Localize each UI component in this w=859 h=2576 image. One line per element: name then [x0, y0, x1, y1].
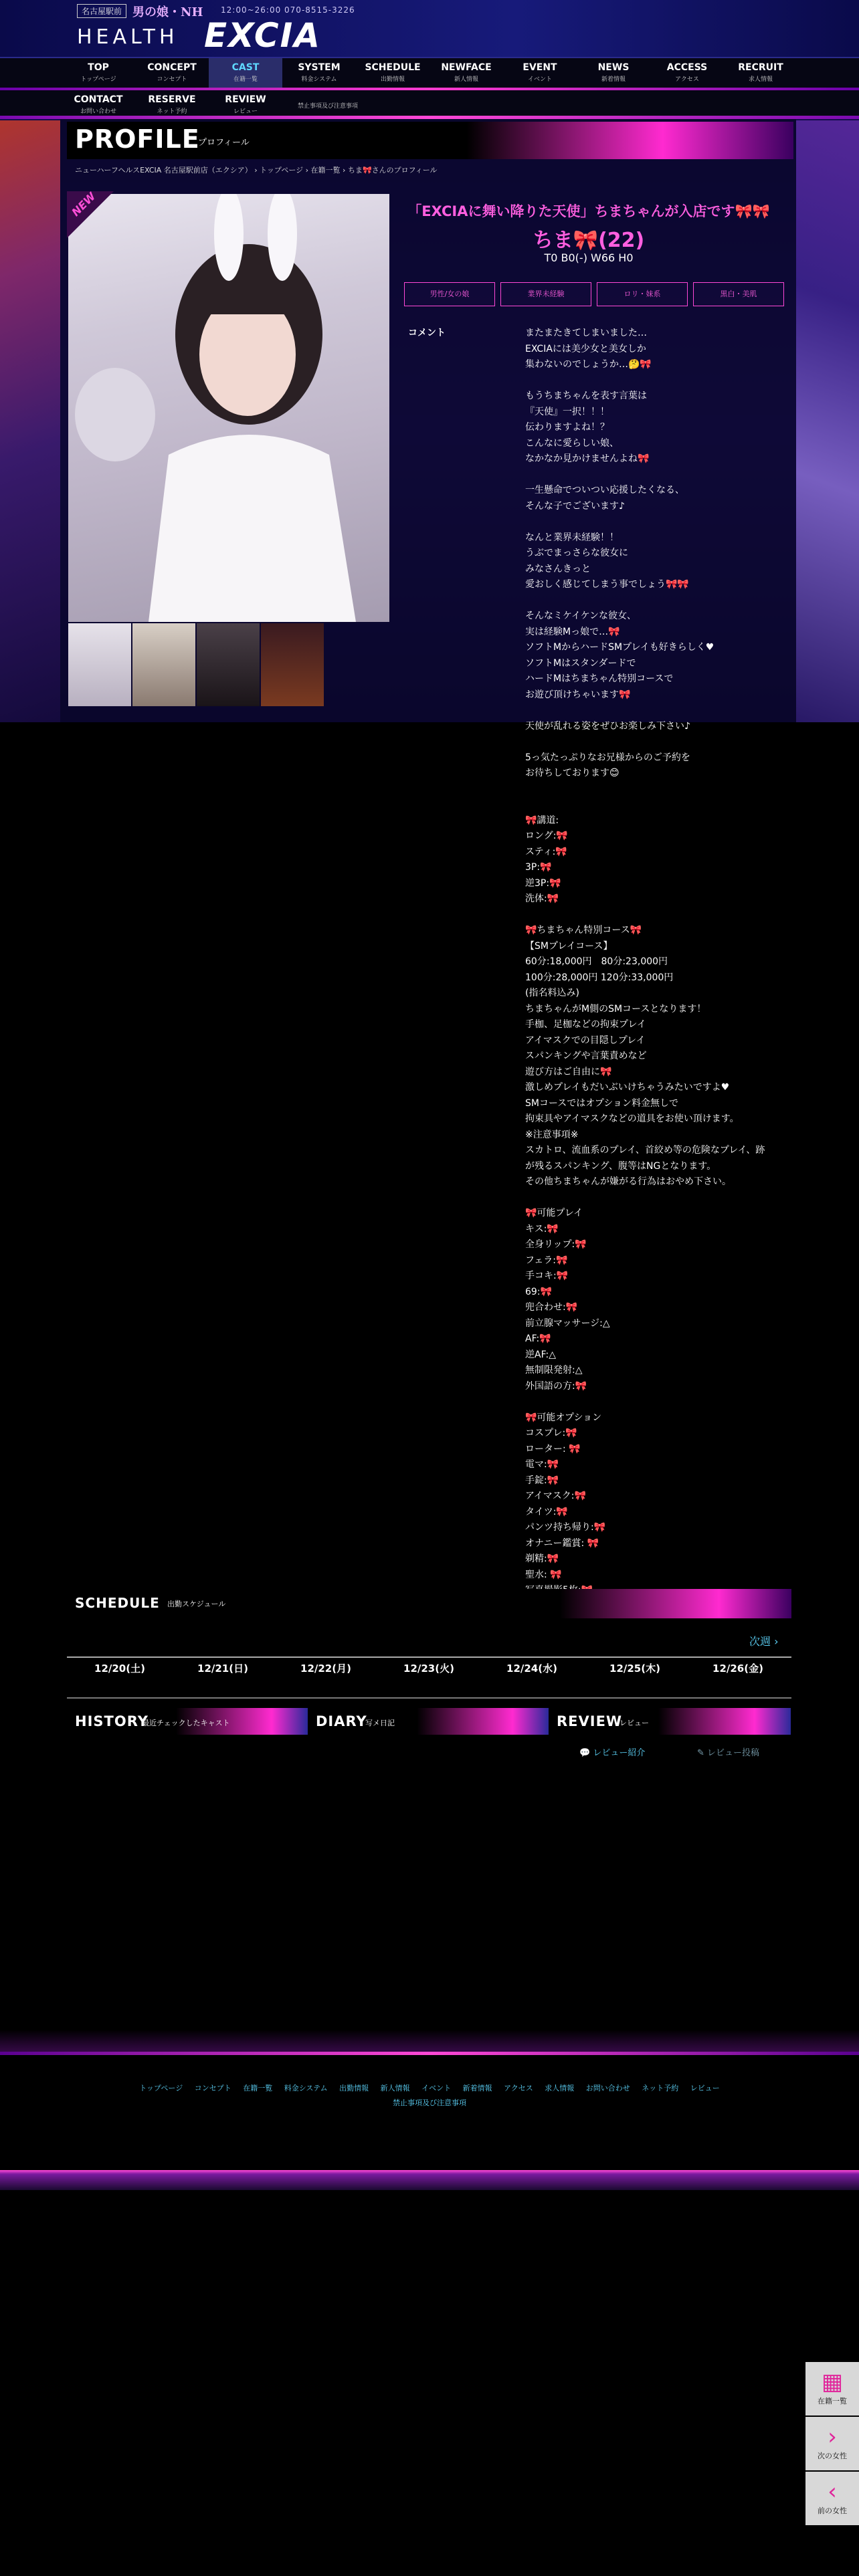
footer-link-contact[interactable]: お問い合わせ [585, 2084, 630, 2092]
cast-tag-1[interactable]: 男性/女の娘 [404, 282, 495, 306]
footer-link-rules[interactable]: 禁止事項及び注意事項 [393, 2099, 466, 2107]
footer-link-event[interactable]: イベント [421, 2084, 452, 2092]
nav-event[interactable]: EVENT イベント [522, 62, 557, 83]
footer-divider [0, 2052, 859, 2055]
cast-comment: またまたきてしまいました… EXCIAには美少女と美女しか 集わないのでしょうか…🤔🎀 もうちまちゃんを表す言葉は 『天使』一択！！！ 伝わりますよね！？ こんなに愛らしい娘、 なかなか見かけませんよね🎀 一生懸命でついつい応援したくなる、 そんな子でございます♪ なんと業界未経験！！ うぶでまっさらな彼女に みなさんきっと 愛おしく感じてしまう事でしょう🎀🎀 そんなミケイケンな彼女、 実は経験Mっ娘で…🎀 ソフトMからハードSMプレイも好きらしく♥ ソフトMはスタンダードで ハードMはちまちゃん特別コースで お遊び頂けちゃいます🎀 天使が乱れる姿をぜひお楽しみ下さい♪ 5っ気たっぷりなお兄様からのご予約を お待ちしております😊 🎀講道: ロング:🎀 スティ:🎀 3P:🎀 逆3P:🎀 洗体:🎀 🎀ちまちゃん特別コース🎀 【SMプレイコース】 60分:18,000円 80分:23,000円 100分:28,000円 120分:33,000円 (指名料込み) ちまちゃんがM側のSMコースとなります！ 手枷、足枷などの拘束プレイ アイマスクでの目隠しプレイ スパンキングや言葉責めなど 遊び方はご自由に🎀 激しめプレイもだいぶいけちゃうみたいですよ♥ SMコースではオプション料金無しで 拘束具やアイマスクなどの道具をお使い頂けます。 ※注意事項※ スカトロ、流血系のプレイ、首絞め等の危険なプレイ、跡 が残るスパンキング、腹等はNGとなります。 その他ちまちゃんが嫌がる行為はおやめ下さい。 🎀可能プレイ キス:🎀 全身リップ:🎀 フェラ:🎀 手コキ:🎀 69:🎀 兜合わせ:🎀 前立腺マッサージ:△ AF:🎀 逆AF:△ 無制限発射:△ 外国語の方:🎀 🎀可能オプション コスプレ:🎀 ローター: 🎀 電マ:🎀 手錠:🎀 アイマスク:🎀 タイツ:🎀 パンツ持ち帰り:🎀 オナニー鑑賞: 🎀 剃精:🎀 聖水: 🎀 [525, 328, 765, 1580]
footer-link-reserve[interactable]: ネット予約 [642, 2084, 679, 2092]
footer-link-top[interactable]: トップページ [139, 2084, 183, 2092]
history-subtitle: 最近チェックしたキャスト [142, 1719, 230, 1727]
nav-newface[interactable]: NEWFACE 新人情報 [441, 62, 492, 83]
chevron-right-icon: › [828, 2424, 837, 2450]
nav-access[interactable]: ACCESS アクセス [666, 62, 708, 83]
nav-reserve[interactable]: RESERVE ネット予約 [148, 94, 196, 115]
nav-review[interactable]: REVIEW レビュー [225, 94, 266, 115]
cast-tag-4[interactable]: 黒白・美肌 [693, 282, 784, 306]
nav-recruit[interactable]: RECRUIT 求人情報 [738, 62, 783, 83]
schedule-date-1: 12/20(土) [94, 1662, 145, 1675]
footer-link-news[interactable]: 新着情報 [462, 2084, 492, 2092]
chevron-left-icon: ‹ [828, 2478, 837, 2505]
nav-contact[interactable]: CONTACT お問い合わせ [74, 94, 123, 115]
review-title: REVIEW [557, 1713, 623, 1729]
cast-catchphrase: 「EXCIAに舞い降りた天使」ちまちゃんが入店です🎀🎀 [407, 203, 770, 219]
nav-system[interactable]: SYSTEM 料金システム [298, 62, 341, 83]
next-week-link[interactable]: 次週 › [749, 1635, 779, 1648]
footer-link-recruit[interactable]: 求人情報 [545, 2084, 575, 2092]
profile-title: PROFILE [75, 124, 200, 154]
profile-subtitle: プロフィール [198, 138, 250, 148]
cast-tag-2[interactable]: 業界未経験 [500, 282, 591, 306]
main-nav [0, 57, 859, 88]
footer-link-system[interactable]: 料金システム [284, 2084, 328, 2092]
sub-nav [0, 90, 859, 117]
diary-subtitle: 写メ日記 [365, 1719, 395, 1727]
diary-title: DIARY [316, 1713, 367, 1729]
review-subtitle: レビュー [619, 1719, 649, 1727]
left-decorative-art [0, 120, 60, 722]
schedule-date-7: 12/26(金) [712, 1662, 763, 1675]
comment-label: コメント [408, 328, 446, 338]
nav-schedule[interactable]: SCHEDULE 出勤情報 [365, 62, 421, 83]
cast-measurements: T0 B0(-) W66 H0 [544, 251, 634, 264]
float-cast-list-button[interactable]: ▦ 在籍一覧 [805, 2362, 859, 2416]
nav-concept[interactable]: CONCEPT コンセプト [147, 62, 197, 83]
schedule-divider-top [67, 1656, 791, 1658]
nav-top[interactable]: TOP トップページ [80, 62, 116, 83]
schedule-date-2: 12/21(日) [197, 1662, 248, 1675]
nav-cast[interactable]: CAST 在籍一覧 [209, 58, 282, 88]
review-post-link[interactable]: ✎ レビュー投稿 [697, 1748, 760, 1758]
hours-phone: 12:00~26:00 070-8515-3226 [221, 5, 355, 15]
schedule-divider-bottom [67, 1697, 791, 1699]
cast-thumb-4[interactable] [261, 623, 324, 706]
breadcrumb[interactable]: ニューハーフヘルスEXCIA 名古屋駅前店（エクシア） › トップページ › 在籍一覧 › ちま🎀さんのプロフィール [75, 166, 438, 175]
review-intro-link[interactable]: 💬 レビュー紹介 [579, 1748, 646, 1758]
cast-thumb-3[interactable] [197, 623, 260, 706]
logo-excia[interactable]: EXCIA [204, 16, 321, 55]
footer-link-access[interactable]: アクセス [504, 2084, 533, 2092]
cast-tag-3[interactable]: ロリ・妹系 [597, 282, 688, 306]
nav-news[interactable]: NEWS 新着情報 [597, 62, 630, 83]
nav-rules[interactable]: 禁止事項及び注意事項 [297, 103, 358, 110]
new-badge-label: NEW [69, 189, 98, 219]
schedule-date-3: 12/22(月) [300, 1662, 351, 1675]
footer-link-schedule[interactable]: 出勤情報 [339, 2084, 369, 2092]
footer-link-concept[interactable]: コンセプト [194, 2084, 231, 2092]
edit-icon: ✎ [697, 1748, 708, 1758]
site-header [0, 0, 859, 57]
cast-main-photo[interactable] [68, 194, 389, 622]
float-prev-button[interactable]: ‹ 前の女性 [805, 2472, 859, 2525]
cast-thumb-1[interactable] [68, 623, 131, 706]
schedule-date-4: 12/23(火) [403, 1662, 454, 1675]
right-decorative-art [796, 120, 859, 722]
footer-bottom-glow [0, 2170, 859, 2190]
chat-icon: 💬 [579, 1748, 593, 1758]
cast-thumb-2[interactable] [132, 623, 195, 706]
cast-name: ちま🎀(22) [533, 229, 645, 252]
schedule-date-5: 12/24(水) [506, 1662, 557, 1675]
schedule-subtitle: 出勤スケジュール [167, 1600, 226, 1608]
schedule-title: SCHEDULE [75, 1595, 160, 1611]
tagline: 男の娘・NH [132, 5, 203, 19]
footer-link-cast[interactable]: 在籍一覧 [243, 2084, 273, 2092]
logo-health[interactable]: HEALTH [77, 25, 179, 49]
grid-icon: ▦ [821, 2369, 844, 2395]
footer-link-review[interactable]: レビュー [690, 2084, 720, 2092]
float-next-button[interactable]: › 次の女性 [805, 2417, 859, 2470]
footer-link-newface[interactable]: 新人情報 [380, 2084, 410, 2092]
history-title: HISTORY [75, 1713, 149, 1729]
footer-links [0, 2082, 859, 2093]
schedule-date-6: 12/25(木) [609, 1662, 660, 1675]
area-label: 名古屋駅前 [77, 4, 126, 18]
